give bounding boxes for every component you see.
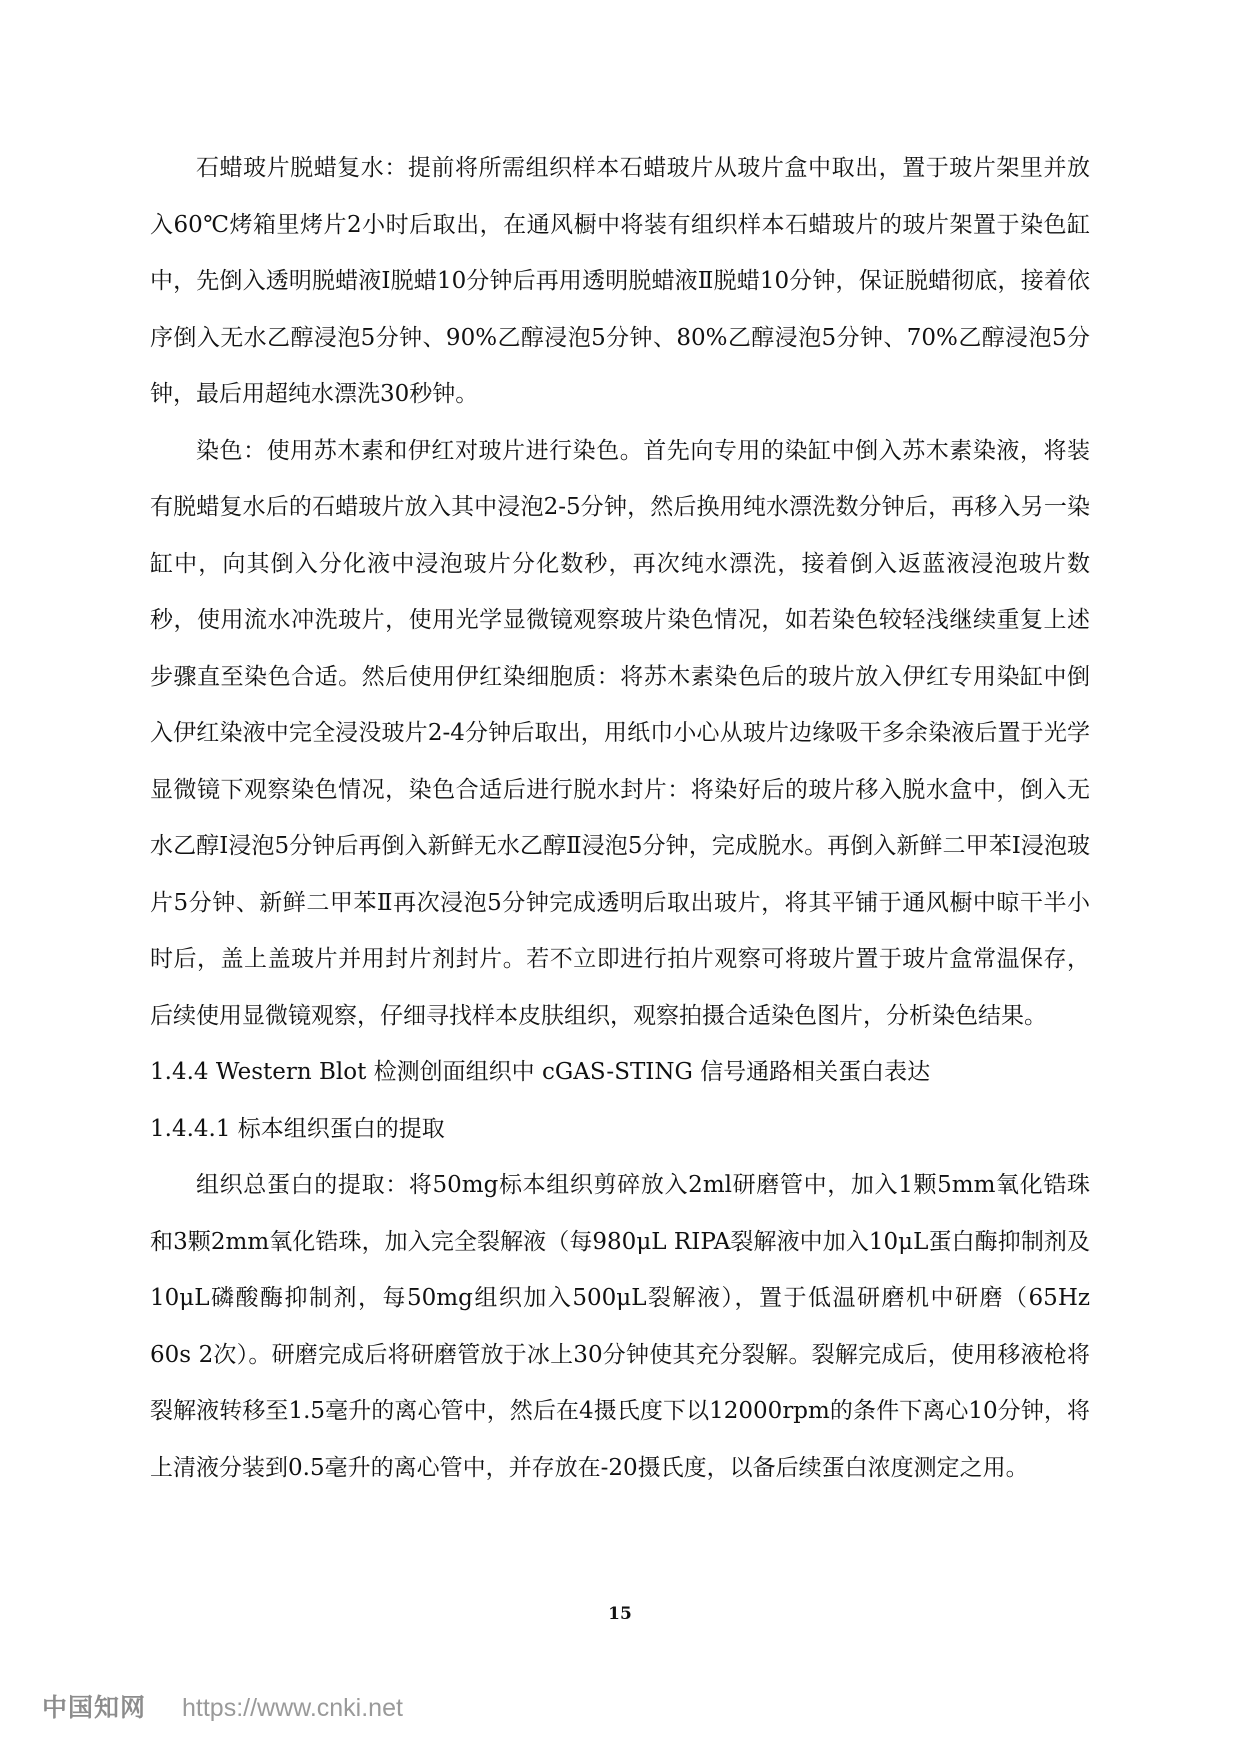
- cnki-watermark: [42, 1688, 403, 1724]
- cnki-logo-text: 中国知网: [42, 1694, 147, 1722]
- paragraph-dewaxing: 石蜡玻片脱蜡复水：提前将所需组织样本石蜡玻片从玻片盒中取出，置于玻片架里并放入60℃烤箱里烤片2小时后取出，在通风橱中将装有组织样本石蜡玻片的玻片架置于染色缸中，先倒入透明脱蜡液Ⅰ脱蜡10分钟后再用透明脱蜡液Ⅱ脱蜡10分钟，保证脱蜡彻底，接着依序倒入无水乙醇浸泡5分钟、90%乙醇浸泡5分钟、80%乙醇浸泡5分钟、70%乙醇浸泡5分钟，最后用超纯水漂洗30秒钟。: [150, 155, 1090, 407]
- page-body: [150, 140, 1090, 1496]
- subsection-heading-protein-extraction: 1.4.4.1 标本组织蛋白的提取: [150, 1115, 445, 1142]
- section-heading-western-blot: 1.4.4 Western Blot 检测创面组织中 cGAS-STING 信号通路相关蛋白表达: [150, 1059, 931, 1085]
- cnki-url: https://www.cnki.net: [182, 1694, 403, 1722]
- paragraph-staining: 染色：使用苏木素和伊红对玻片进行染色。首先向专用的染缸中倒入苏木素染液，将装有脱蜡复水后的石蜡玻片放入其中浸泡2-5分钟，然后换用纯水漂洗数分钟后，再移入另一染缸中，向其倒入分化液中浸泡玻片分化数秒，再次纯水漂洗，接着倒入返蓝液浸泡玻片数秒，使用流水冲洗玻片，使用光学显微镜观察玻片染色情况，如若染色较轻浅继续重复上述步骤直至染色合适。然后使用伊红染细胞质：将苏木素染色后的玻片放入伊红专用染缸中倒入伊红染液中完全浸没玻片2-4分钟后取出，用纸巾小心从玻片边缘吸干多余染液后置于光学显微镜下观察染色情况，染色合适后进行脱水封片：将染好后的玻片移入脱水盒中，倒入无水乙醇Ⅰ浸泡5分钟后再倒入新鲜无水乙醇Ⅱ浸泡5分钟，完成脱水。再倒入新鲜二甲苯Ⅰ浸泡玻片5分钟、新鲜二甲苯Ⅱ再次浸泡5分钟完成透明后取出玻片，将其平铺于通风橱中晾干半小时后，盖上盖玻片并用封片剂封片。若不立即进行拍片观察可将玻片置于玻片盒常温保存，后续使用显微镜观察，仔细寻找样本皮肤组织，观察拍摄合适染色图片，分析染色结果。: [150, 437, 1090, 1029]
- page-number: 15: [608, 1604, 632, 1624]
- paragraph-protein-extraction: 组织总蛋白的提取：将50mg标本组织剪碎放入2ml研磨管中，加入1颗5mm氧化锆珠和3颗2mm氧化锆珠，加入完全裂解液（每980μL RIPA裂解液中加入10μL蛋白酶抑制剂及10μL磷酸酶抑制剂，每50mg组织加入500μL裂解液），置于低温研磨机中研磨（65Hz 60s 2次）。研磨完成后将研磨管放于冰上30分钟使其充分裂解。裂解完成后，使用移液枪将裂解液转移至1.5毫升的离心管中，然后在4摄氏度下以12000rpm的条件下离心10分钟，将上清液分装到0.5毫升的离心管中，并存放在-20摄氏度，以备后续蛋白浓度测定之用。: [150, 1172, 1090, 1481]
